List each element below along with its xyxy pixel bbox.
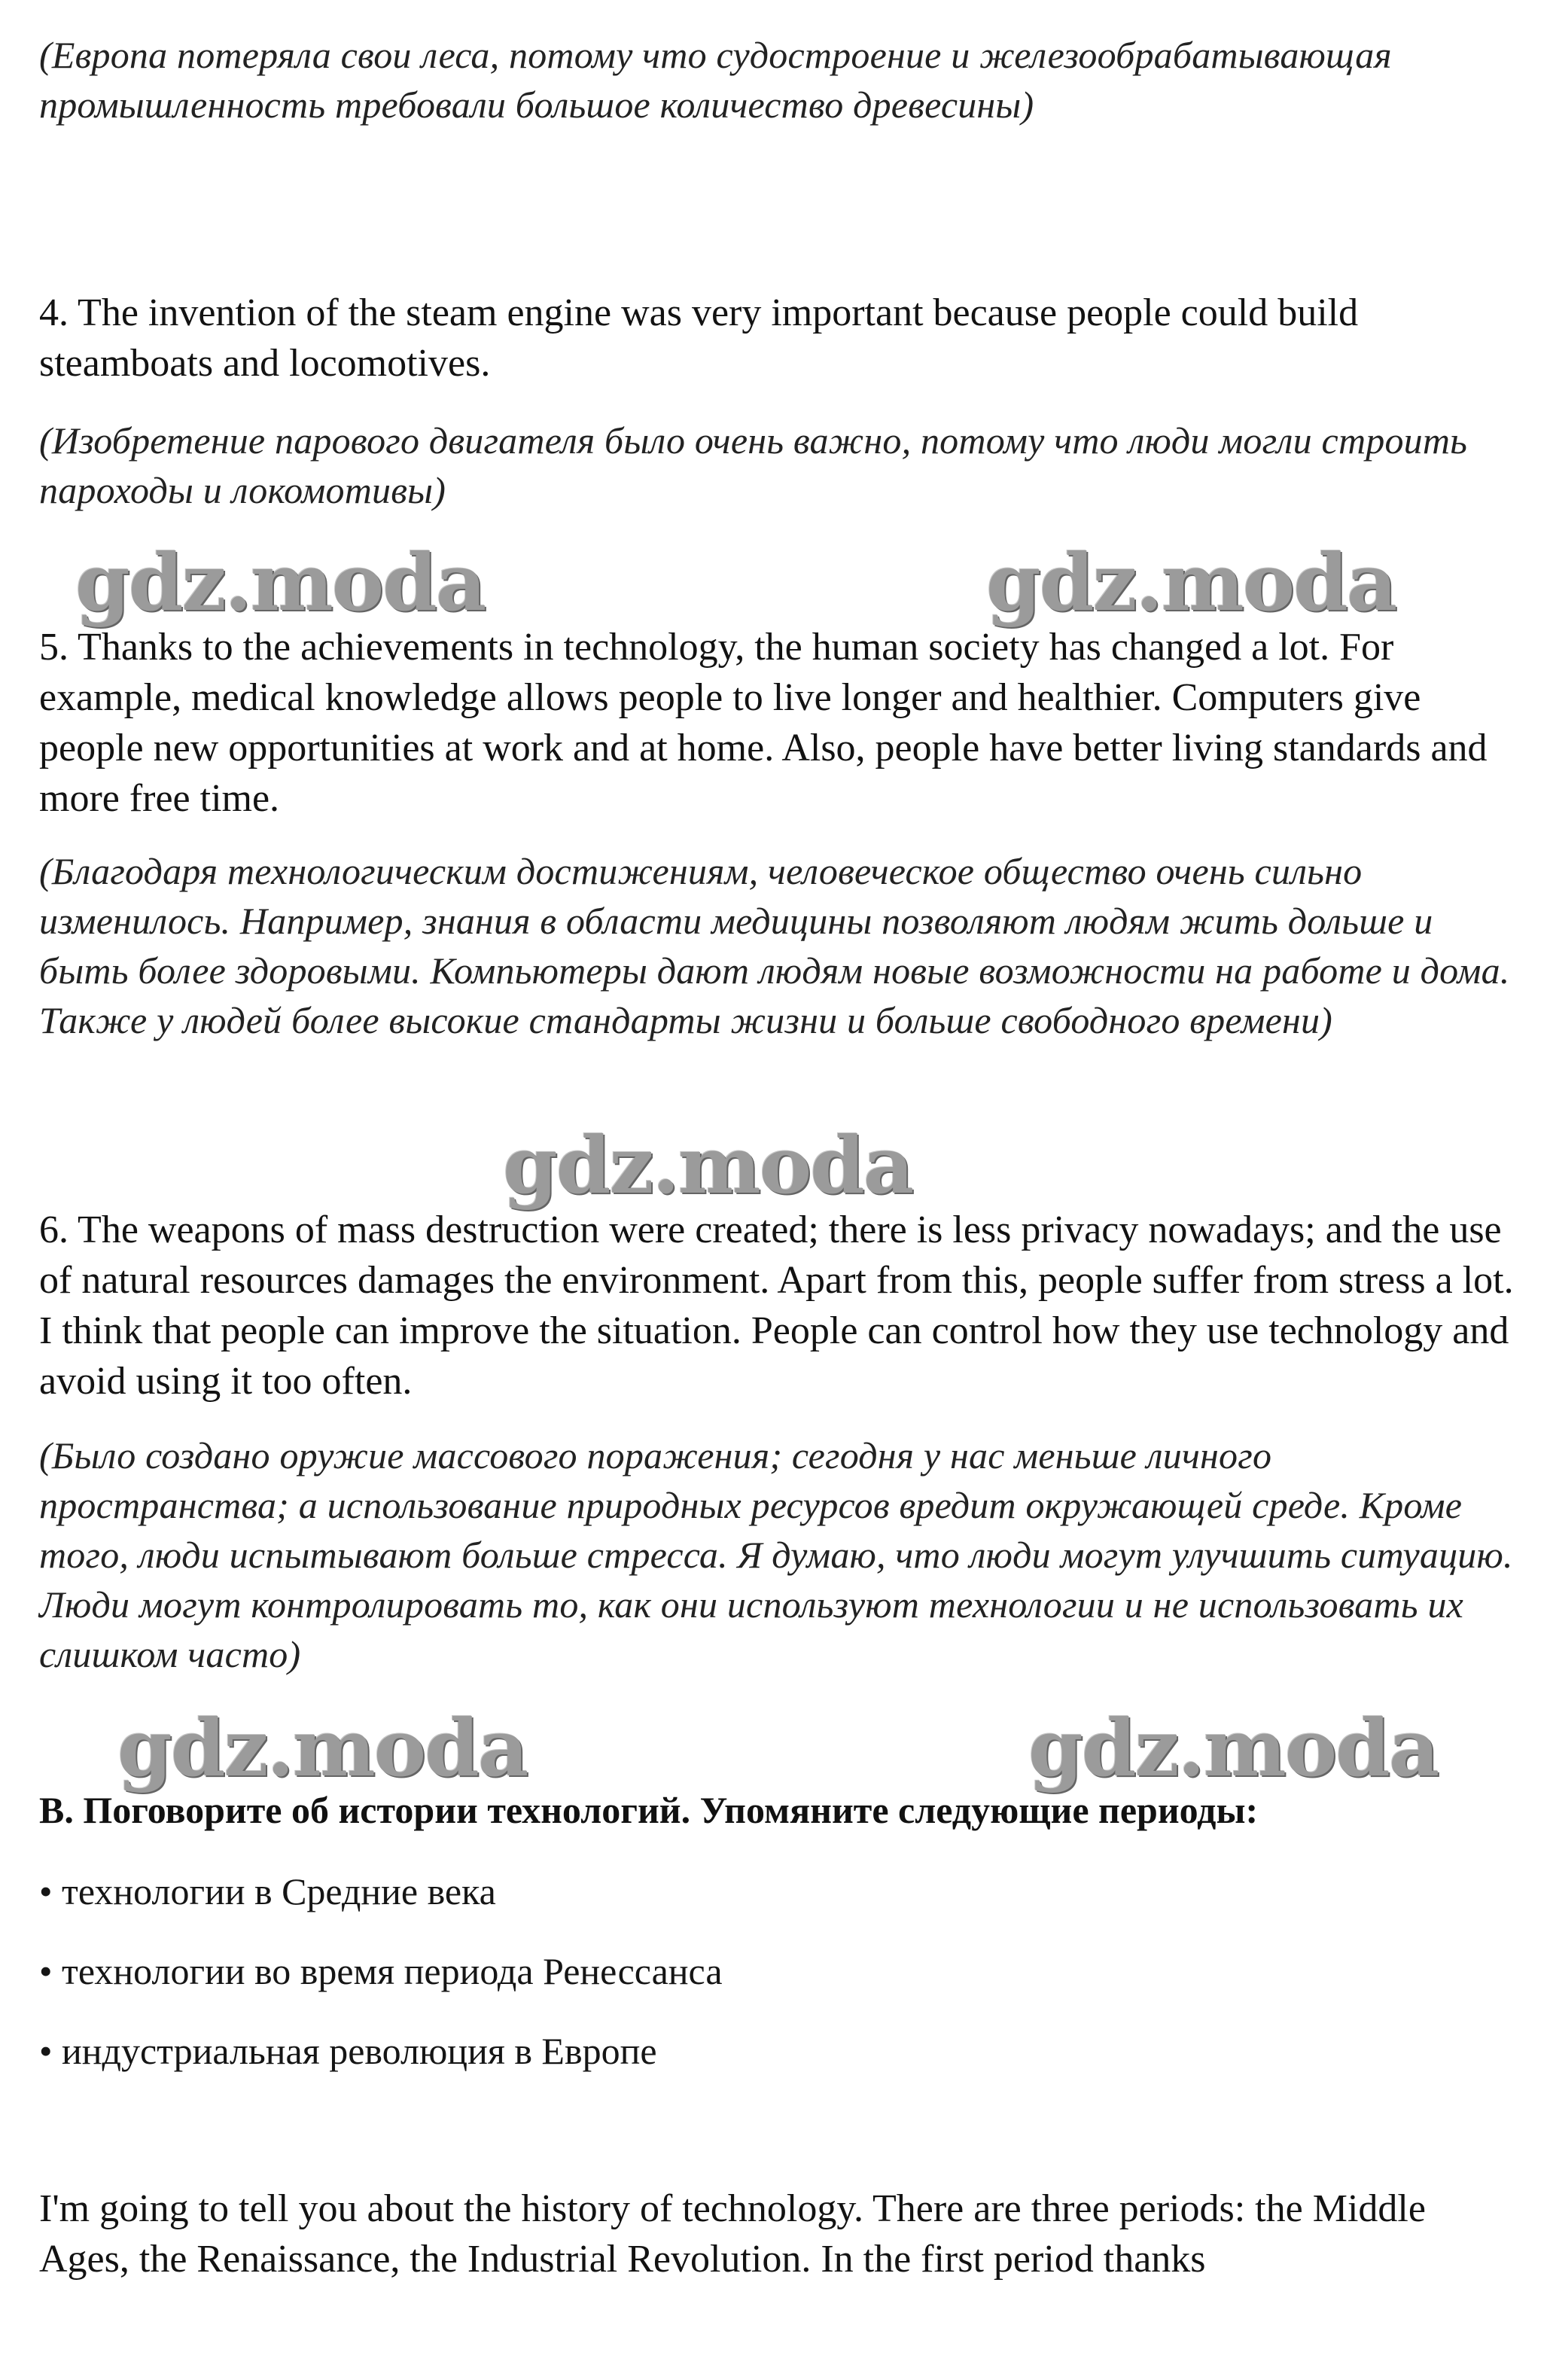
bullet-item: • технологии во время периода Ренессанса (39, 1950, 723, 1992)
item-4-text: 4. The invention of the steam engine was very important because people could build steamboats and locomotives. (39, 291, 1359, 385)
item-6-translation: (Было создано оружие массового поражения; сегодня у нас меньше личного пространства; а использование природных ресурсов вредит окружающей среде. Кроме того, люди испытывают больше стресса. Я думаю, что люди могут улучшить ситуацию. Люди могут контролировать то, как они используют технологии и не использовать их слишком часто) (39, 1434, 1513, 1675)
watermark: gdz.moda (503, 1119, 913, 1211)
watermark: gdz.moda (1028, 1702, 1439, 1794)
bullet-item: • технологии в Средние века (39, 1870, 496, 1912)
answer-paragraph: I'm going to tell you about the history of technology. There are three periods: the Middle Ages, the Renaissance, the Industrial Revolution. In the first period thanks (39, 2187, 1426, 2281)
bullet-item: • индустриальная революция в Европе (39, 2030, 657, 2072)
item-6-text: 6. The weapons of mass destruction were created; there is less privacy nowadays; and the use of natural resources damages the environment. Apart from this, people suffer from stress a lot. I think that people can improve the situation. People can control how they use technology and avoid using it too often. (39, 1208, 1514, 1403)
item-5-translation: (Благодаря технологическим достижениям, человеческое общество очень сильно изменилось. Например, знания в области медицины позволяют людям жить дольше и быть более здоровыми. Компьютеры дают людям новые возможности на работе и дома. Также у людей более высокие стандарты жизни и больше свободного времени) (39, 850, 1510, 1041)
item-5-text: 5. Thanks to the achievements in technology, the human society has changed a lot. For example, medical knowledge allows people to live longer and healthier. Computers give people new opportunities at work and at home. Also, people have better living standards and more free time. (39, 626, 1488, 820)
section-b-heading: B. Поговорите об истории технологий. Упомяните следующие периоды: (39, 1789, 1259, 1831)
watermark: gdz.moda (986, 536, 1396, 629)
ru-translation-intro: (Европа потеряла свои леса, потому что судостроение и железообрабатывающая промышленность требовали большое количество древесины) (39, 34, 1392, 126)
item-4-translation: (Изобретение парового двигателя было очень важно, потому что люди могли строить пароходы и локомотивы) (39, 419, 1468, 511)
watermark: gdz.moda (117, 1702, 528, 1794)
watermark: gdz.moda (75, 536, 486, 629)
